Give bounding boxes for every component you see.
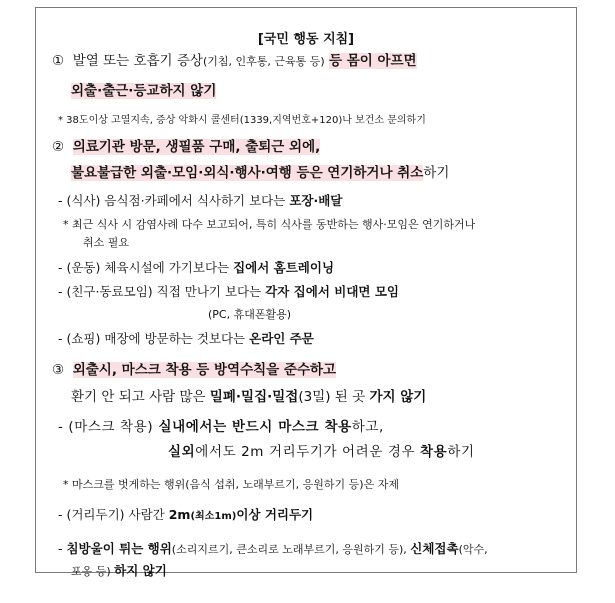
highlight-text: 외출·출근·등교하지 않기 (71, 83, 217, 99)
emphasis: 실내에서는 반드시 마스크 착용 (153, 419, 352, 435)
item-3-sub-droplets-line-2 (71, 565, 167, 578)
label: - (마스크 착용) (58, 419, 154, 435)
item-3-sub-mask (58, 421, 384, 435)
text: 직접 만나기 보다는 (152, 284, 266, 299)
item-number: ② (52, 139, 65, 155)
emphasis: 각자 집에서 비대면 모임 (265, 284, 399, 299)
label: - (거리두기) (58, 507, 125, 522)
text: (3밀) 된 곳 (298, 389, 370, 405)
label: - (식사) (58, 193, 101, 208)
emphasis: 신체접촉 (410, 541, 459, 556)
label: - (운동) (58, 260, 101, 275)
text: 음식점·카페에서 식사하기 보다는 (100, 193, 290, 208)
text: (기침, 인후통, 근육통 등) (202, 55, 325, 68)
highlight-text: 등 몸이 아프면 (328, 53, 417, 69)
item-2-sub-meeting-note: (PC, 휴대폰활용) (208, 308, 292, 321)
item-3-sub-distance (58, 509, 313, 522)
emphasis: 실외 (168, 444, 196, 460)
item-2-sub-shopping (58, 333, 314, 346)
item-2-line-1 (52, 141, 320, 155)
item-2-note-line-1: * 최근 식사 시 감염사례 다수 보고되어, 특히 식사를 동반하는 행사·모임은 연기하거나 (63, 218, 476, 231)
emphasis: 밀폐·밀집·밀접 (209, 389, 299, 405)
guideline-box (35, 7, 577, 578)
emphasis: 2m (168, 507, 191, 522)
text: 매장에 방문하는 것보다는 (100, 331, 250, 346)
label: - (친구·동료모임) (58, 284, 153, 299)
emphasis: 침방울이 튀는 행위 (66, 541, 172, 556)
emphasis: (최소1m) (190, 511, 237, 522)
item-3-sub-mask-line-2 (168, 446, 475, 460)
label: - (58, 541, 67, 556)
item-3-line-2 (71, 391, 426, 405)
item-2-sub-meal (58, 195, 342, 208)
text: 발열 또는 호흡기 증상 (72, 53, 203, 69)
highlight-text: 외출시, 마스크 착용 등 방역수칙을 준수하고 (72, 362, 337, 378)
text: 포옹 등) (71, 565, 115, 578)
item-1-note: * 38도이상 고열지속, 증상 악화시 콜센터(1339,지역번호+120)나 보건소 문의하기 (58, 115, 426, 126)
item-3-note: * 마스크를 벗게하는 행위(음식 섭취, 노래부르기, 응원하기 등)은 자제 (63, 478, 399, 491)
text: 하고, (351, 419, 384, 435)
text: 체육시설에 가기보다는 (100, 260, 234, 275)
emphasis: 하지 않기 (114, 563, 167, 578)
text: 사람간 (124, 507, 169, 522)
emphasis: 온라인 주문 (249, 331, 314, 346)
page-title: [국민 행동 지침] (257, 32, 355, 47)
item-number: ③ (52, 362, 65, 378)
text: (악수, (458, 543, 488, 556)
emphasis: 착용 (420, 444, 448, 460)
emphasis: 가지 않기 (369, 389, 427, 405)
text: (소리지르기, 큰소리로 노래부르기, 응원하기 등), (171, 543, 411, 556)
text: 하기 (423, 165, 450, 181)
item-2-line-2 (71, 167, 449, 181)
item-3-sub-droplets (58, 543, 488, 556)
emphasis: 이상 거리두기 (236, 507, 314, 522)
item-2-sub-meeting (58, 286, 399, 299)
emphasis: 집에서 홈트레이닝 (233, 260, 335, 275)
label: - (쇼핑) (58, 331, 101, 346)
text: 환기 안 되고 사람 많은 (71, 389, 210, 405)
item-2-note-line-2: 취소 필요 (83, 236, 130, 249)
item-1-line-1 (52, 55, 417, 69)
item-2-sub-exercise (58, 262, 334, 275)
text: 하기 (447, 444, 475, 460)
item-1-line-2 (71, 85, 216, 99)
text: 에서도 2m 거리두기가 어려운 경우 (195, 444, 421, 460)
item-3-line-1 (52, 364, 336, 378)
item-number: ① (52, 53, 65, 69)
highlight-text: 의료기관 방문, 생필품 구매, 출퇴근 외에, (72, 139, 321, 155)
emphasis: 포장·배달 (289, 193, 343, 208)
highlight-text: 불요불급한 외출·모임·외식·행사·여행 등은 연기하거나 취소 (71, 165, 424, 181)
